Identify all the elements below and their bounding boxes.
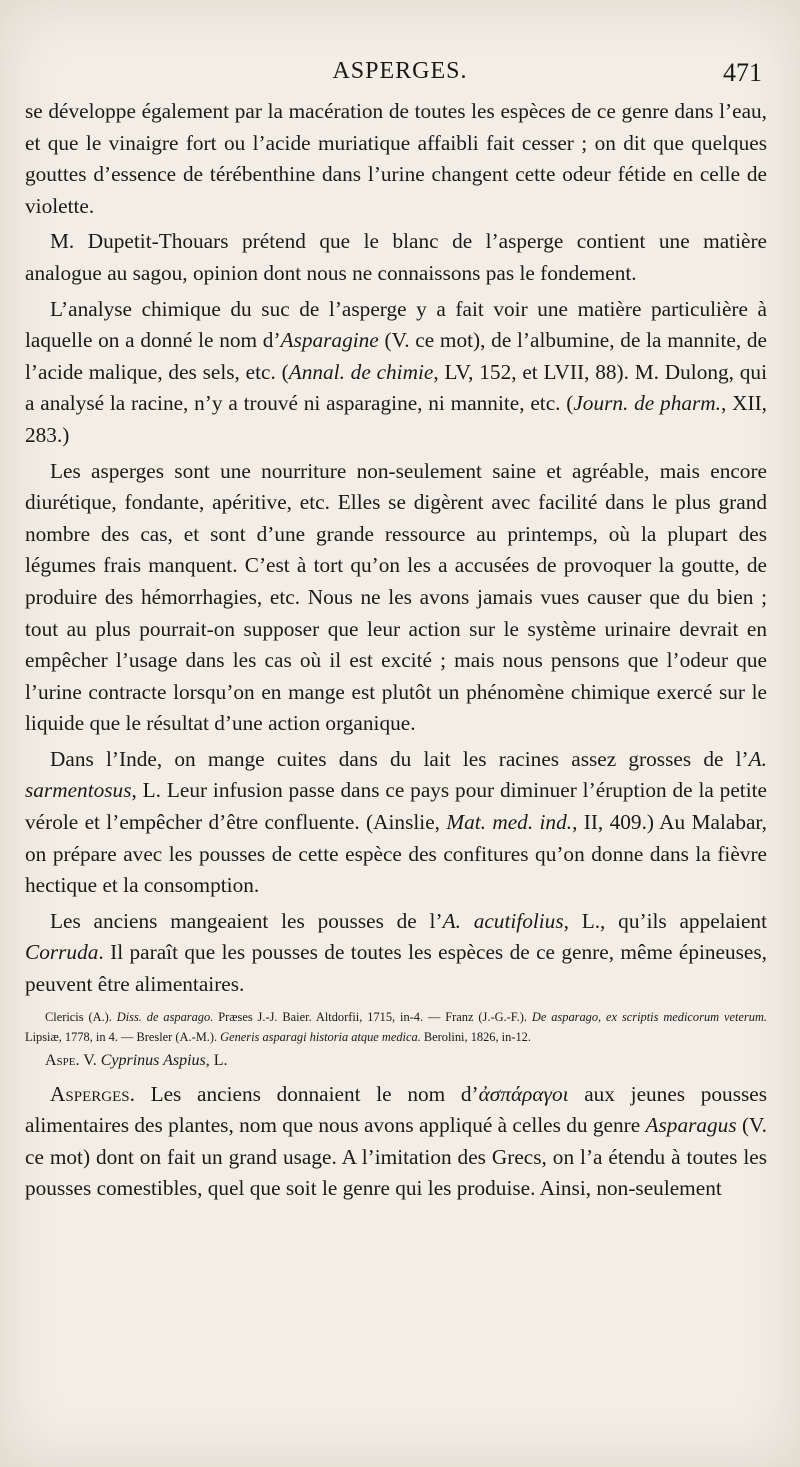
italic-span: De asparago, ex scriptis medicorum veterum. bbox=[531, 1009, 767, 1024]
dictionary-entry bbox=[25, 1079, 767, 1205]
text-span: se développe également par la macération de toutes les espèces de ce genre dans l’eau, et que le vinaigre fort ou l’acide muriatique affaibli fait cesser ; on dit que quelques gouttes d’essence de térébenthine dans l’urine changent cette odeur fétide en celle de violette. bbox=[25, 99, 767, 218]
running-head: ASPERGES. bbox=[332, 58, 468, 84]
italic-span: A. sarmentosus bbox=[25, 746, 767, 803]
italic-span: Asparagine bbox=[280, 328, 379, 353]
text-span: . Il paraît que les pousses de toutes les espèces de ce genre, même épineuses, peuvent être alimentaires. bbox=[25, 940, 767, 997]
text-span: (V. ce mot), de l’albumine, de la mannite, de l’acide malique, des sels, etc. ( bbox=[25, 328, 767, 384]
italic-span: Asparagus bbox=[645, 1113, 737, 1138]
small-caps-span: Asperges. bbox=[50, 1081, 135, 1106]
paragraph bbox=[25, 906, 767, 1001]
text-span: Præses J.-J. Baier. Altdorfii, 1715, in-4. — Franz (J.-G.-F.). bbox=[213, 1009, 532, 1024]
page-header bbox=[0, 58, 800, 92]
italic-span: Cyprinus Aspius bbox=[100, 1051, 206, 1069]
cross-reference-entry bbox=[25, 1047, 767, 1075]
text-span: Berolini, 1826, in-12. bbox=[420, 1029, 531, 1044]
text-body bbox=[25, 96, 767, 1209]
text-span: aux jeunes pousses alimentaires des plantes, nom que nous avons appliqué à celles du genre bbox=[25, 1081, 768, 1138]
italic-span: Annal. de chimie bbox=[288, 359, 434, 384]
italic-span: Generis asparagi historia atque medica. bbox=[220, 1029, 421, 1044]
text-span: L’analyse chimique du suc de l’asperge y a fait voir une matière particulière à laquelle on a donné le nom d’ bbox=[25, 296, 767, 353]
italic-span: Journ. de pharm. bbox=[573, 391, 721, 416]
text-span: Lipsiæ, 1778, in 4. — Bresler (A.-M.). bbox=[25, 1029, 221, 1044]
text-span: Dans l’Inde, on mange cuites dans du lait les racines assez grosses de l’ bbox=[50, 746, 749, 771]
text-span: (V. ce mot) dont on fait un grand usage. A l’imitation des Grecs, on l’a étendu à toutes les pousses comestibles, quel que soit le genre qui les produise. Ainsi, non-seulement bbox=[25, 1113, 768, 1201]
paragraph bbox=[25, 294, 767, 452]
text-span: , XII, 283.) bbox=[25, 391, 767, 447]
page-number: 471 bbox=[723, 58, 762, 87]
text-span: , L. Leur infusion passe dans ce pays pour diminuer l’éruption de la petite vérole et l’empêcher d’être confluente. (Ainslie, bbox=[25, 778, 767, 835]
italic-span: Mat. med. ind. bbox=[446, 810, 573, 835]
italic-span: A. acutifolius bbox=[442, 908, 564, 933]
text-span: , II, 409.) Au Malabar, on prépare avec les pousses de cette espèce des confitures qu’on donne dans la fièvre hectique et la consomption. bbox=[25, 810, 767, 898]
text-span: Les anciens donnaient le nom d’ bbox=[134, 1081, 479, 1106]
note-paragraph bbox=[25, 1007, 767, 1047]
paragraph bbox=[25, 744, 767, 902]
paragraph bbox=[25, 226, 767, 289]
paragraph bbox=[25, 96, 767, 222]
text-span: , L. bbox=[205, 1051, 228, 1069]
italic-span: Corruda bbox=[25, 940, 99, 965]
text-span: M. Dupetit-Thouars prétend que le blanc de l’asperge contient une matière analogue au sagou, opinion dont nous ne connaissons pas le fondement. bbox=[25, 229, 767, 285]
paragraphs bbox=[25, 96, 767, 1001]
italic-span: ἀσπάραγοι bbox=[478, 1081, 569, 1106]
text-span: Les asperges sont une nourriture non-seulement saine et agréable, mais encore diurétique, fondante, apéritive, etc. Elles se digèrent avec facilité dans le plus grand nombre des cas, et sont d’une grande ressource au printemps, où la plupart des légumes frais manquent. C’est à tort qu’on les a accusées de provoquer la goutte, de produire des hémorrhagies, etc. Nous ne les avons jamais vues causer que du bien ; tout au plus pourrait-on supposer que leur action sur le système urinaire devrait en empêcher l’usage dans les cas où il est excité ; mais nous pensons que l’odeur que l’urine contracte lorsqu’on en mange est plutôt un phénomène chimique exercé sur le liquide que le résultat d’une action organique. bbox=[25, 458, 767, 736]
text-span: , LV, 152, et LVII, 88). M. Dulong, qui a analysé la racine, n’y a trouvé ni asparagine, ni mannite, etc. ( bbox=[25, 359, 767, 416]
text-span: , L., qu’ils appelaient bbox=[563, 908, 767, 933]
text-span: Clericis (A.). bbox=[45, 1009, 117, 1024]
italic-span: Diss. de asparago. bbox=[116, 1009, 214, 1024]
small-caps-span: Aspe. bbox=[45, 1051, 80, 1069]
paragraph bbox=[25, 456, 767, 740]
text-span: Les anciens mangeaient les pousses de l’ bbox=[50, 908, 443, 933]
text-span: V. bbox=[79, 1051, 101, 1069]
bibliography-notes bbox=[25, 1007, 767, 1047]
